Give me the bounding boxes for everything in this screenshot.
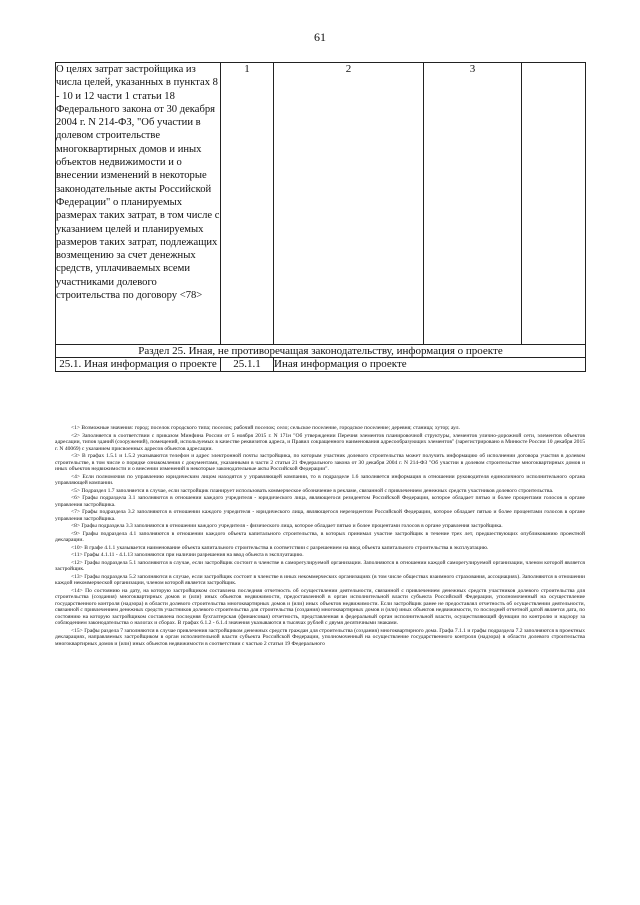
footnote: <4> Если полномочия по управлению юридическим лицом находятся у управляющей компании, то в подразделе 1.6 заполняется информация в отношении руководителя единоличного исполнительного органа управляющей компании. bbox=[55, 473, 585, 486]
column-4-value bbox=[522, 63, 586, 345]
footnote: <14> По состоянию на дату, на которую застройщиком составлена последняя отчетность об осуществлении деятельности, связанной с привлечением денежных средств участников долевого строительства для строительства (создания) многоквартирных домов и (или) иных объектов недвижимости, предоставленной в орган исполнительной власти субъекта Российской Федерации, уполномоченный на осуществление государственного контроля (надзора) в области долевого строительства многоквартирных домов и (или) иных объектов недвижимости. Если застройщик ранее не предоставлял отчетность об осуществлении деятельности, связанной с привлечением денежных средств участников долевого строительства для строительства (создания) многоквартирных домов и (или) иных объектов недвижимости, то последней отчетной датой является дата, по состоянию на которую застройщиком составлена последняя бухгалтерская (финансовая) отчетность, представленная в федеральный орган исполнительной власти, осуществляющий функции по контролю и надзору за соблюдением законодательства о налогах и сборах. В графах 6.1.2 - 6.1.4 значения указываются в тысячах рублей с двумя десятичными знаками. bbox=[55, 587, 585, 626]
costs-purposes-description: О целях затрат застройщика из числа целей, указанных в пунктах 8 - 10 и 12 части 1 статьи 18 Федерального закона от 30 декабря 2004 г. N 214-ФЗ, "Об участии в долевом строительстве многоквартирных домов и иных объектов недвижимости и о внесении изменений в некоторые законодательные акты Российской Федерации" о планируемых размерах таких затрат, в том числе с указанием целей и планируемых размеров таких затрат, подлежащих возмещению за счет денежных средств, уплачиваемых всеми участниками долевого строительства по договору <78> bbox=[56, 63, 221, 345]
column-2-value: 2 bbox=[274, 63, 424, 345]
footnote: <7> Графы подраздела 3.2 заполняются в отношении каждого учредителя - юридического лица, являющегося нерезидентом Российской Федерации, которое обладает пятью и более процентами голосов в органе управления застройщика. bbox=[55, 509, 585, 522]
page-number: 61 bbox=[314, 30, 326, 44]
section-25-row bbox=[56, 345, 586, 358]
costs-purposes-row bbox=[56, 63, 586, 345]
footnote: <13> Графы подраздела 5.2 заполняются в случае, если застройщик состоит в членстве в иных некоммерческих организациях (в том числе обществах взаимного страхования, ассоциациях). Заполняются в отношении каждой некоммерческой организации, членом которой является застройщик. bbox=[55, 573, 585, 586]
column-1-value: 1 bbox=[221, 63, 274, 345]
footnote: <11> Графы 4.1.11 - 4.1.13 заполняются при наличии разрешения на ввод объекта в эксплуатацию. bbox=[71, 552, 304, 558]
field-number-25-1-1: 25.1.1 bbox=[221, 358, 274, 372]
footnote: <5> Подраздел 1.7 заполняется в случае, если застройщик планирует использовать коммерческое обозначение в рекламе, связанной с привлечением денежных средств участников долевого строительства. bbox=[71, 487, 554, 494]
field-label-other-info: Иная информация о проекте bbox=[274, 358, 586, 372]
footnote: <9> Графы подраздела 4.1 заполняются в отношении каждого объекта капитального строительства, в которых принимал участие застройщик в течение трех лет, предшествующих опубликованию проектной декларации. bbox=[55, 530, 585, 543]
section-25-header: Раздел 25. Иная, не противоречащая законодательству, информация о проекте bbox=[56, 345, 586, 358]
footnote: <2> Заполняется в соответствии с приказом Минфина России от 5 ноября 2015 г. N 171н "Об утверждении Перечня элементов планировочной структуры, элементов улично-дорожной сети, элементов объектов адресации, типов зданий (сооружений), помещений, используемых в качестве реквизитов адреса, и Правил сокращенного наименования адресообразующих элементов" (зарегистрировано в Минюсте России 10 декабря 2015 г. N 40069) с указанием присвоенных адресов объектов адресации. bbox=[55, 432, 585, 452]
footnote: <15> Графы раздела 7 заполняются в случае привлечения застройщиком денежных средств граждан для строительства (создания) многоквартирного дома. Графа 7.1.1 и графы подраздела 7.2 заполняются в проектных декларациях, направляемых застройщиком в орган исполнительной власти субъекта Российской Федерации, уполномоченный на осуществление государственного контроля (надзора) в области долевого строительства многоквартирных домов и (или) иных объектов недвижимости в соответствии с частью 2 статьи 19 Федерального bbox=[55, 627, 585, 647]
footnote: <12> Графы подраздела 5.1 заполняются в случае, если застройщик состоит в членстве в саморегулируемой организации. Заполняются в отношении каждой саморегулируемой организации, членом которой является застройщик. bbox=[55, 559, 585, 572]
footnote: <3> В графах 1.5.1 и 1.5.2 указываются телефон и адрес электронной почты застройщика, по которым участник долевого строительства может получить информацию об исполнении договора участия в долевом строительстве, в том числе о порядке ознакомления с документами, указанными в части 2 статьи 21 Федерального закона от 30 декабря 2004 г. N 214-ФЗ "Об участии в долевом строительстве многоквартирных домов и иных объектов недвижимости и о внесении изменений в некоторые законодательные акты Российской Федерации". bbox=[55, 453, 585, 472]
subsection-25-1-row bbox=[56, 358, 586, 372]
footnotes bbox=[55, 425, 585, 648]
column-3-value: 3 bbox=[424, 63, 522, 345]
footnote: <1> Возможные значения: город; поселок городского типа; поселок; рабочий поселок; село; сельское поселение, городское поселение; деревня; станица; хутор; аул. bbox=[71, 425, 460, 431]
footnote: <8> Графы подраздела 3.3 заполняются в отношении каждого учредителя - физического лица, которое обладает пятью и более процентами голосов в органе управления застройщика. bbox=[71, 523, 503, 529]
footnote: <10> В графе 4.1.1 указывается наименование объекта капитального строительства в соответствии с разрешением на ввод объекта капитального строительства в эксплуатацию. bbox=[71, 544, 489, 551]
footnote: <6> Графы подраздела 3.1 заполняются в отношении каждого учредителя - юридического лица, являющегося резидентом Российской Федерации, которое обладает пятью и более процентами голосов в органе управления застройщика. bbox=[55, 495, 585, 508]
project-declaration-table bbox=[55, 62, 586, 372]
subsection-25-1-title: 25.1. Иная информация о проекте bbox=[56, 358, 221, 372]
